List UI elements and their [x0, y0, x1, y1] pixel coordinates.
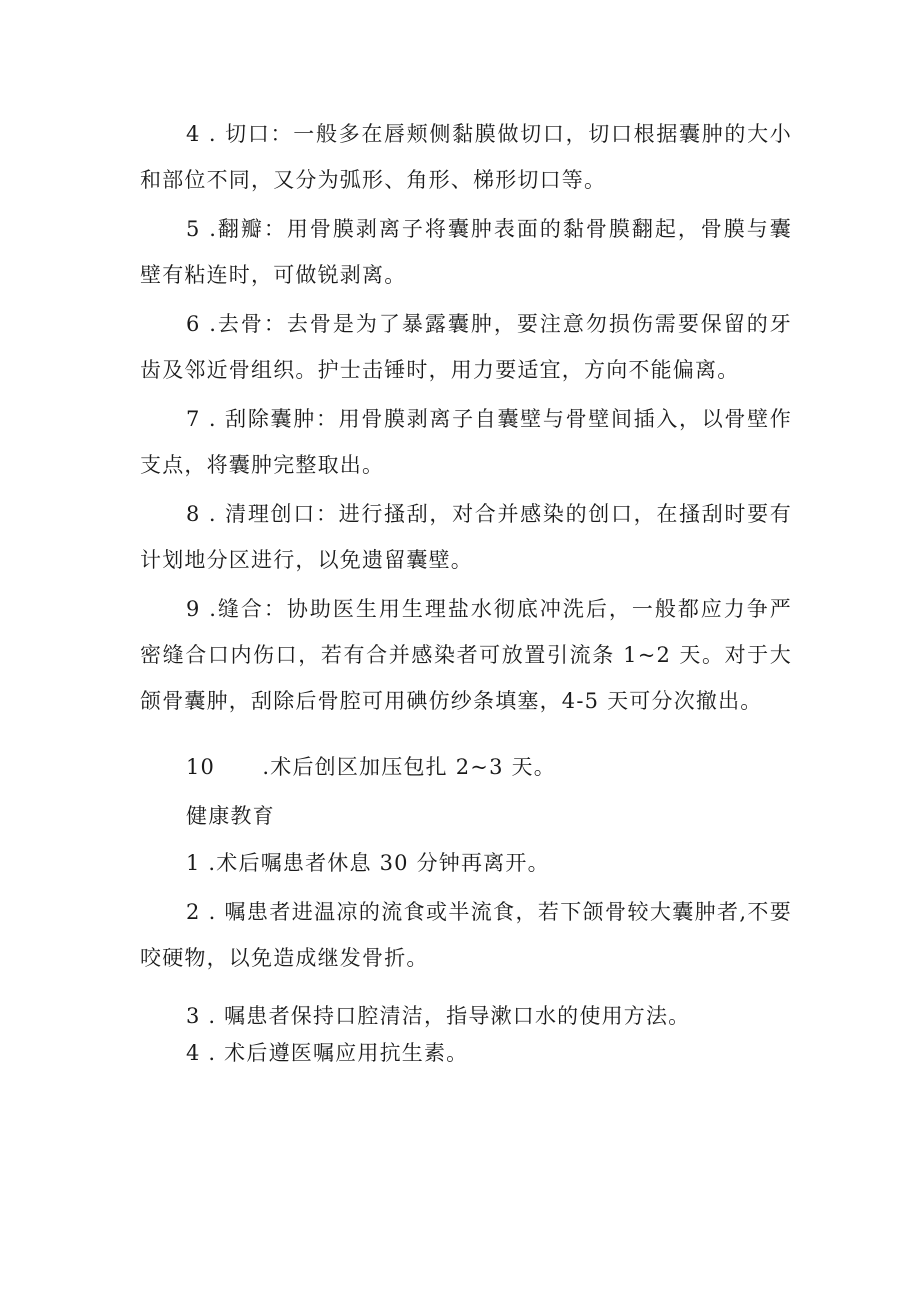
- education-item-1: 1 .术后嘱患者休息 30 分钟再离开。: [186, 851, 550, 875]
- step-9-suture: 9 .缝合：协助医生用生理盐水彻底冲洗后，一般都应力争严密缝合口内伤口，若有合并感染者可放置引流条 1~2 天。对于大颌骨囊肿，刮除后骨腔可用碘仿纱条填塞，4-5 天可分次撤出。: [140, 597, 792, 713]
- education-item-4: 4 . 术后遵医嘱应用抗生素。: [186, 1041, 469, 1065]
- step-6-bone-removal: 6 .去骨：去骨是为了暴露囊肿，要注意勿损伤需要保留的牙齿及邻近骨组织。护士击锤时，用力要适宜，方向不能偏离。: [140, 312, 792, 382]
- section-heading-health-education: 健康教育: [186, 804, 275, 828]
- step-8-wound-cleaning: 8 . 清理创口：进行搔刮，对合并感染的创口，在搔刮时要有计划地分区进行，以免遗留囊壁。: [140, 502, 792, 572]
- step-7-cyst-curettage: 7 . 刮除囊肿：用骨膜剥离子自囊壁与骨壁间插入，以骨壁作支点，将囊肿完整取出。: [140, 407, 792, 477]
- step-10-pressure-dressing: 10 .术后创区加压包扎 2~3 天。: [186, 755, 556, 779]
- step-4-incision: 4 . 切口：一般多在唇颊侧黏膜做切口，切口根据囊肿的大小和部位不同，又分为弧形、角形、梯形切口等。: [140, 122, 792, 192]
- step-5-flap: 5 .翻瓣：用骨膜剥离子将囊肿表面的黏骨膜翻起，骨膜与囊壁有粘连时，可做锐剥离。: [140, 217, 792, 287]
- education-item-2: 2 . 嘱患者进温凉的流食或半流食，若下颌骨较大囊肿者,不要咬硬物，以免造成继发骨折。: [140, 900, 792, 970]
- education-item-3: 3 . 嘱患者保持口腔清洁，指导漱口水的使用方法。: [186, 1004, 691, 1028]
